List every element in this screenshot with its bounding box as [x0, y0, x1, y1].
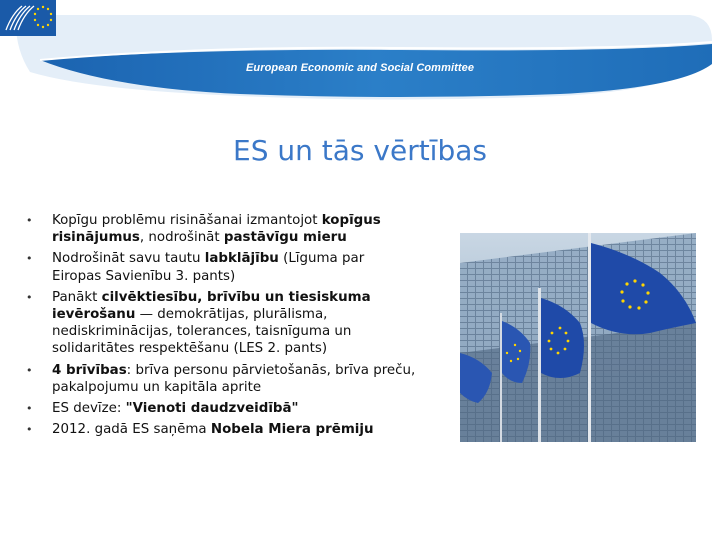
bullet-text: , nodrošināt: [139, 230, 224, 246]
eu-flags-image: [460, 233, 696, 442]
bullet-text: Panākt: [52, 289, 102, 305]
bullet-item: [26, 400, 416, 417]
eu-flags-photo: [460, 233, 696, 442]
bullet-list: [26, 212, 416, 442]
bullet-text: Nodrošināt savu tautu: [52, 251, 205, 267]
bullet-item: [26, 250, 416, 284]
bullet-text: Kopīgu problēmu risināšanai izmantojot: [52, 213, 322, 228]
bullet-text-bold: cilvēktiesību, brīvību un tiesiskuma ievērošanu: [52, 289, 371, 323]
bullet-item: [26, 421, 416, 438]
bullet-item: [26, 289, 416, 358]
bullet-text: ES devīze:: [52, 401, 126, 417]
bullet-text: — demokrātijas, plurālisma, nediskriminācijas, tolerances, taisnīguma un solidaritātes respektēšanu (LES 2. pants): [52, 307, 352, 357]
bullet-text-bold: kopīgus risinājumus: [52, 213, 381, 246]
eesc-logo-icon: [0, 0, 56, 36]
bullet-text-bold: "Vienoti daudzveidībā": [125, 401, 299, 417]
bullet-text-bold: labklājību: [204, 251, 279, 267]
bullet-text: (Līguma par Eiropas Savienību 3. pants): [52, 251, 365, 284]
bullet-text-bold: 4 brīvības: [52, 362, 127, 378]
bullet-text: 2012. gadā ES saņēma: [52, 422, 211, 438]
bullet-text-bold: pastāvīgu mieru: [223, 230, 347, 246]
bullet-text-bold: Nobela Miera prēmiju: [210, 422, 374, 438]
organization-label: European Economic and Social Committee: [245, 62, 475, 74]
bullet-item: [26, 212, 416, 246]
organization-name: [0, 62, 720, 74]
header-banner: [0, 0, 720, 112]
page-title: ES un tās vērtības: [233, 134, 487, 167]
banner-swoosh: [0, 0, 720, 112]
bullet-item: [26, 362, 416, 396]
bullet-text: : brīva personu pārvietošanās, brīva preču, pakalpojumu un kapitāla aprite: [52, 362, 416, 395]
